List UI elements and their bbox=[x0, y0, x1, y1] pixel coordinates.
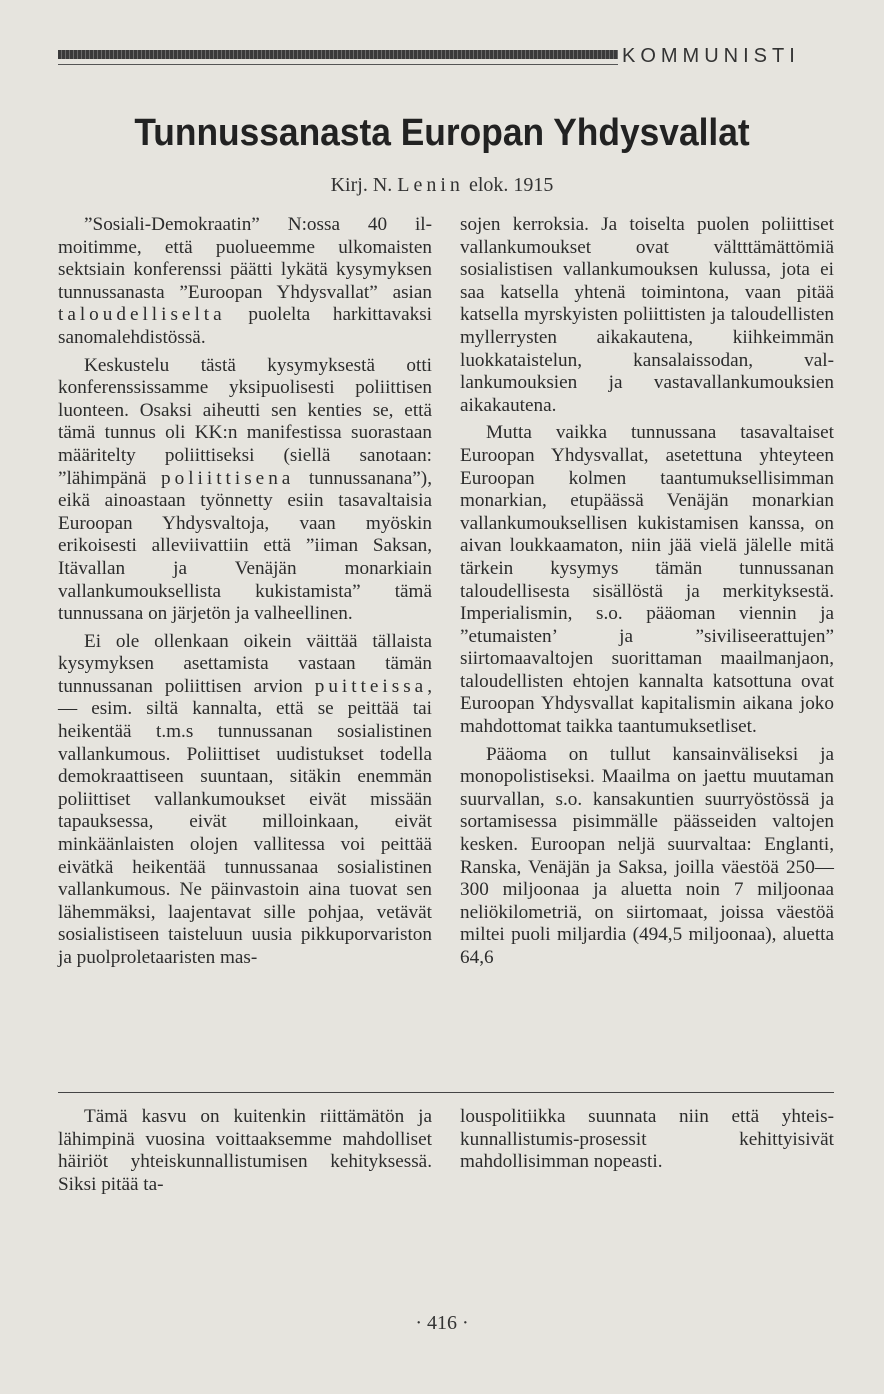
left-p1-emphasis: taloudelliselta bbox=[58, 304, 226, 326]
right-paragraph-1: sojen kerroksia. Ja toiselta puolen poliittiset vallankumoukset ovat vältttämättömiä sosialistisen vallankumouksen kulussa, jota ei saa katsella yhtenä toimintona, vaan pitää katsella myrskyisten poliittisten ja taloudellisten myllerrysten aikakautena, kiihkeimmän luokkataistelun, kansalaissodan, vallankumouksien ja vastavallankumouksien aikakautena. bbox=[460, 214, 834, 416]
article-title: Tunnussanasta Europan Yhdysvallat bbox=[134, 112, 750, 154]
lower-left-column bbox=[58, 1106, 432, 1196]
left-p1-text-a: ”Sosiali-Demokraatin” N:ossa 40 il-moitimme, että puolueemme ulkomaisten sektsiain konferenssi päätti lykätä kysymyksen tunnussanasta ”Euroopan Yhdysvallat” asian bbox=[58, 214, 432, 303]
byline-date: elok. 1915 bbox=[463, 174, 554, 196]
lower-right-column bbox=[460, 1106, 834, 1174]
left-column bbox=[58, 214, 432, 970]
byline bbox=[0, 174, 884, 197]
byline-prefix: Kirj. N. bbox=[330, 174, 398, 196]
byline-author: Lenin bbox=[397, 174, 464, 196]
header-rule bbox=[58, 50, 618, 59]
header-rule-thin bbox=[58, 64, 618, 65]
section-divider bbox=[58, 1092, 834, 1093]
page-number: · 416 · bbox=[415, 1312, 469, 1334]
right-paragraph-3: Pääoma on tullut kansainväliseksi ja monopolistiseksi. Maailma on jaettu muutaman suurvallan, s.o. kansakuntien suurryöstössä ja sortamisessa pisimmälle päässeiden valtojen kesken. Euroopan neljä suurvaltaa: Englanti, Ranska, Venäjän ja Saksa, joilla väestöä 250—300 miljoonaa ja aluetta noin 7 miljoonaa neliökilometriä, on siirtomaat, joissa väestöä miltei puoli miljardia (494,5 miljoonaa), aluetta 64,6 bbox=[460, 743, 834, 968]
running-head: KOMMUNISTI bbox=[622, 45, 800, 67]
left-p1-text-b: puolelta harkittavaksi sanomalehdistössä. bbox=[58, 304, 432, 348]
left-paragraph-1 bbox=[58, 214, 432, 350]
left-p3-text-a: Ei ole ollenkaan oikein väittää tällaista kysymyksen asettamista vastaan tämän tunnussanan poliittisen arvion bbox=[58, 630, 432, 697]
left-p3-emphasis: puitteissa bbox=[314, 675, 428, 697]
left-p2-emphasis: poliittisena bbox=[161, 467, 295, 489]
left-p2-text-a: Keskustelu tästä kysymyksestä otti konferenssissamme yksipuolisesti poliittisen luonteen. Osaksi aiheutti sen kenties se, että tämä tunnus oli KK:n manifestissa suorastaan määritelty poliittiseksi (siellä sanotaan: ”lähimpänä bbox=[58, 354, 432, 489]
left-p2-text-b: tunnussanana”), eikä ainoastaan työnnetty esiin tasavaltaisia Euroopan Yhdysvaltoja, vaan myöskin erikoisesti alleviivattiin että ”iiman Saksan, Itävallan ja Venäjän monarkiain vallankumouksellista kukistamista” tämä tunnussana on järjetön ja valheellinen. bbox=[58, 467, 432, 625]
right-paragraph-2: Mutta vaikka tunnussana tasavaltaiset Euroopan Yhdysvallat, asetettuna yhteyteen Euroopan kolmen taantumuksellisimman monarkian, etupäässä Venäjän monarkian vallankumouksellisen kukistamisen kanssa, on aivan loukkaamaton, niin jää vielä jälelle mitä tärkein kysymys tämän tunnussanan taloudellisesta sisällöstä ja merkityksestä. Imperialismin, s.o. pääoman viennin ja ”etumaisten’ ja ”siviliseerattujen” siirtomaavaltojen suorittaman maailmanjaon, taloudellisten ehtojen kannalta katsottuna ovat Euroopan Yhdysvallat kapitalismin aikana joko mahdottomat taikka taantumuksetliset. bbox=[460, 422, 834, 738]
right-column bbox=[460, 214, 834, 970]
left-paragraph-2 bbox=[58, 355, 432, 626]
left-p3-text-b: , — esim. siltä kannalta, että se peittää tai heikentää t.m.s tunnussanan sosialistinen vallankumous. Poliittiset uudistukset todella demokraattiseen suuntaan, sitäkin enemmän poliittiset vallankumoukset eivät missään tapauksessa, eivät milloinkaan, eivät minkäänlaisten olojen vallitessa voi peittää eivätkä heikentää tunnussanaa sosialistinen vallankumous. Ne päinvastoin aina tuovat sen lähemmäksi, laajentavat sille pohjaa, vetävät sosialistiseen taisteluun uusia pikkuporvariston ja puolproletaaristen mas- bbox=[58, 675, 432, 968]
lower-right-paragraph: louspolitiikka suunnata niin että yhteiskunnallistumis-prosessit kehittyisivät mahdollisimman nopeasti. bbox=[460, 1106, 834, 1173]
left-paragraph-3 bbox=[58, 631, 432, 970]
lower-left-paragraph: Tämä kasvu on kuitenkin riittämätön ja lähimpinä vuosina voittaaksemme mahdolliset häiriöt yhteiskunnallistumisen kehityksessä. Siksi pitää ta- bbox=[58, 1106, 432, 1195]
